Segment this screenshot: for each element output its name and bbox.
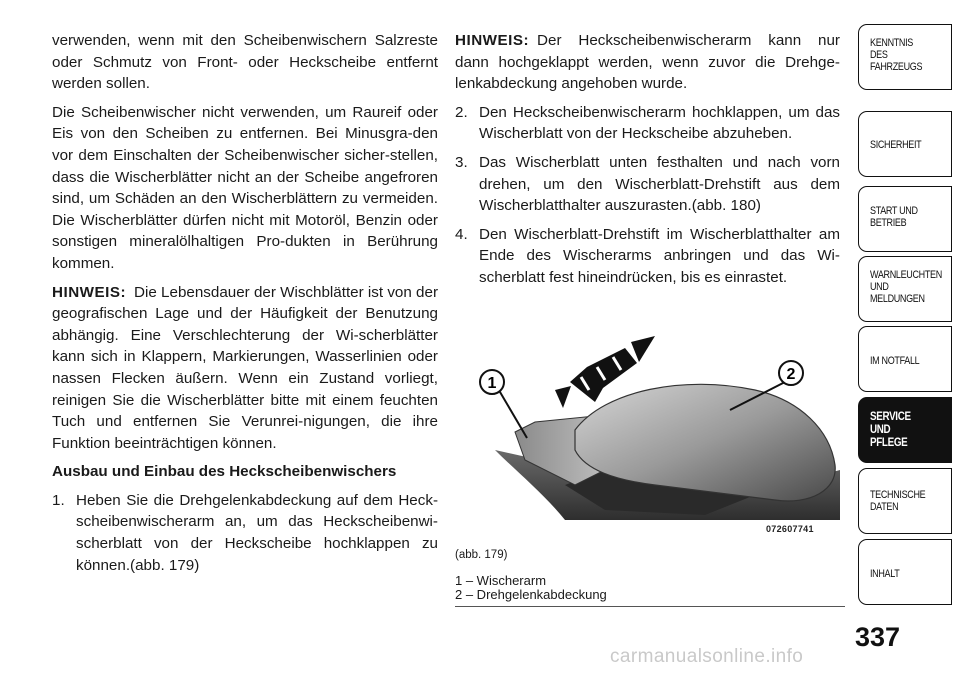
right-column: [455, 30, 840, 296]
step-number: 2.: [455, 103, 468, 121]
note-paragraph: [52, 282, 438, 455]
step-number: 3.: [455, 153, 468, 171]
section-heading: Ausbau und Einbau des Heckscheibenwischers: [52, 463, 397, 481]
tab-technische-daten[interactable]: [858, 468, 952, 534]
tab-warnleuchten-und-meldungen[interactable]: [858, 256, 952, 322]
step-item: [455, 152, 840, 217]
tab-kenntnis-des-fahrzeugs[interactable]: [858, 24, 952, 90]
tab-start-und-betrieb[interactable]: [858, 186, 952, 252]
step-number: 4.: [455, 225, 468, 243]
legend-divider: [455, 606, 845, 607]
step-item: [52, 490, 438, 576]
note-paragraph-right: [455, 30, 840, 95]
wiper-figure: [455, 320, 840, 542]
tab-label: TECHNISCHE DATEN: [870, 489, 926, 513]
step-text: Das Wischerblatt unten festhalten und nach vorn drehen, um den Wischerblatt-Drehstift aus dem Wischerblatthalter auszurasten.(abb. 180): [479, 153, 840, 215]
tab-service-und-pflege[interactable]: [858, 397, 952, 463]
paragraph-1: verwenden, wenn mit den Scheibenwischern Salzreste oder Schmutz von Front- oder Heckscheibe entfernt werden sollen.: [52, 32, 438, 93]
legend-item: 1 – Wischerarm: [455, 573, 547, 588]
step-text: Heben Sie die Drehgelenkabdeckung auf dem Heck-scheibenwischerarm an, um das Heckscheibenwi-scherblatt von der Heckscheibe hochklappen zu können.(abb. 179): [76, 491, 438, 574]
tab-im-notfall[interactable]: [858, 326, 952, 392]
tab-label: SERVICE UND PFLEGE: [870, 409, 911, 449]
watermark: carmanualsonline.info: [610, 646, 804, 667]
page-number: 337: [855, 622, 901, 652]
left-column: [52, 30, 438, 583]
step-text: Den Heckscheibenwischerarm hochklappen, um das Wischerblatt von der Heckscheibe abzuheben.: [479, 103, 840, 143]
tab-label: START UND BETRIEB: [870, 205, 918, 229]
note-text: Die Lebensdauer der Wischblätter ist von der geografischen Lage und der Häufigkeit der Benutzung abhängig. Eine Verschlechterung der Wi-scherblätter kann sich in Klappern, Markierungen, Wasserlinien oder nassen Flecken äußern. Wenn ein Zustand vorliegt, reinigen Sie die Wischerblätter bitte mit einem feuchten Tuch und entfernen Sie Verunrei-nigungen, die ihre Funktion beeinträchtigen können.: [52, 283, 438, 452]
tab-label: KENNTNIS DES FAHRZEUGS: [870, 37, 923, 73]
step-item: [455, 224, 840, 289]
tab-sicherheit[interactable]: [858, 111, 952, 177]
wiper-illustration: [455, 320, 840, 542]
tab-label: INHALT: [870, 568, 900, 580]
figure-caption: (abb. 179): [455, 549, 508, 561]
step-number: 1.: [52, 491, 65, 509]
callout-leader-1: [500, 392, 527, 438]
note-label: HINWEIS:: [455, 32, 530, 49]
paragraph-2: Die Scheibenwischer nicht verwenden, um Raureif oder Eis von den Scheiben zu entfernen. Bei Minusgra-den vor dem Einschalten der Scheibenwischer sicher-stellen, dass die Wischerblätter nicht an der Scheibe angefroren sind, um Schäden an den Wischerblättern zu vermeiden. Die Wischerblätter dürfen nicht mit Motoröl, Benzin oder sonstigen mineralölhaltigen Pro-dukten in Berührung kommen.: [52, 103, 438, 272]
callout-1: 1: [487, 375, 497, 392]
legend-item: 2 – Drehgelenkabdeckung: [455, 587, 607, 602]
figure-legend: [455, 574, 607, 602]
callout-2: 2: [786, 366, 796, 383]
tab-label: IM NOTFALL: [870, 355, 920, 367]
tab-label: SICHERHEIT: [870, 139, 922, 151]
note-text: Der Heckscheibenwischerarm kann nur dann hochgeklappt werden, wenn zuvor die Drehge-lenkabdeckung angehoben wurde.: [455, 32, 840, 93]
step-text: Den Wischerblatt-Drehstift im Wischerblatthalter am Ende des Wischerarms anbringen und das Wi-scherblatt fest hineindrücken, bis es einrastet.: [479, 225, 840, 286]
figure-code: 072607741: [766, 524, 814, 534]
tab-label: WARNLEUCHTEN UND MELDUNGEN: [870, 269, 942, 305]
tab-inhalt[interactable]: [858, 539, 952, 605]
note-label: HINWEIS:: [52, 283, 127, 301]
step-item: [455, 102, 840, 145]
